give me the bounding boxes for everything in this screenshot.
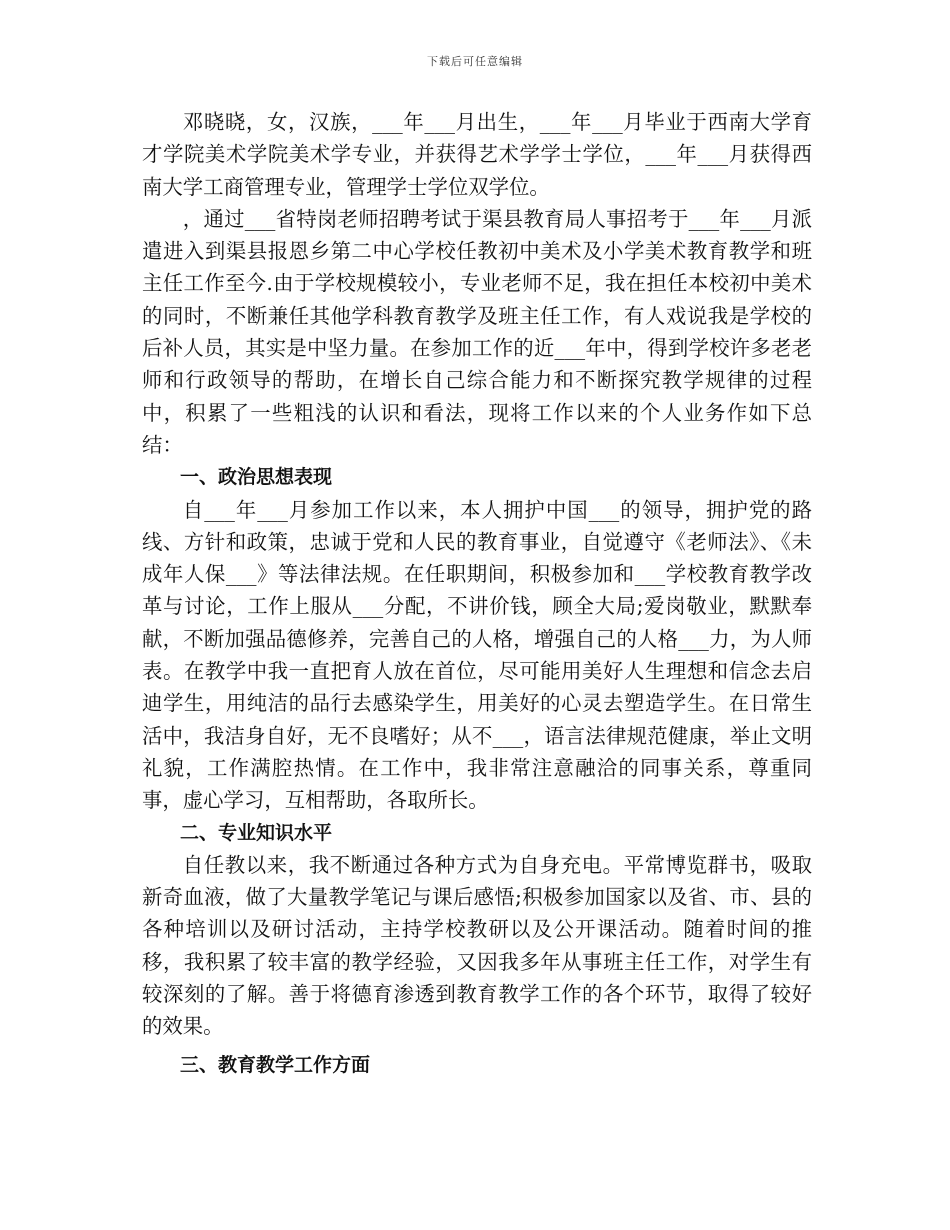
document-body [142, 106, 812, 1081]
section-body-political: 自___年___月参加工作以来，本人拥护中国___的领导，拥护党的路线、方针和政策，忠诚于党和人民的教育事业，自觉遵守《老师法》、《未成年人保___》等法律法规。在任职期间，积极参加和___学校教育教学改革与讨论，工作上服从___分配，不讲价钱，顾全大局;爱岗敬业，默默奉献，不断加强品德修养，完善自己的人格，增强自己的人格___力，为人师表。在教学中我一直把育人放在首位，尽可能用美好人生理想和信念去启迪学生，用纯洁的品行去感染学生，用美好的心灵去塑造学生。在日常生活中，我洁身自好，无不良嗜好；从不___，语言法律规范健康，举止文明礼貌，工作满腔热情。在工作中，我非常注意融洽的同事关系，尊重同事，虚心学习，互相帮助，各取所长。 [142, 497, 812, 813]
intro-paragraph-1: 邓晓晓，女，汉族，___年___月出生，___年___月毕业于西南大学育才学院美术学院美术学专业，并获得艺术学学士学位，___年___月获得西南大学工商管理专业，管理学士学位双学位。 [142, 110, 812, 199]
section-heading-professional: 二、专业知识水平 [180, 821, 333, 844]
page-header: 下载后可任意编辑 [427, 55, 523, 68]
section-heading-teaching: 三、教育教学工作方面 [180, 1053, 371, 1076]
section-heading-political: 一、政治思想表现 [180, 466, 333, 489]
section-body-professional: 自任教以来，我不断通过各种方式为自身充电。平常博览群书，吸取新奇血液，做了大量教学笔记与课后感悟;积极参加国家以及省、市、县的各种培训以及研讨活动，主持学校教研以及公开课活动。随着时间的推移，我积累了较丰富的教学经验，又因我多年从事班主任工作，对学生有较深刻的了解。善于将德育渗透到教育教学工作的各个环节，取得了较好的效果。 [142, 852, 812, 1039]
intro-paragraph-2: ，通过___省特岗老师招聘考试于渠县教育局人事招考于___年___月派遣进入到渠县报恩乡第二中心学校任教初中美术及小学美术教育教学和班主任工作至今.由于学校规模较小，专业老师不足，我在担任本校初中美术的同时，不断兼任其他学科教育教学及班主任工作，有人戏说我是学校的后补人员，其实是中坚力量。在参加工作的近___年中，得到学校许多老老师和行政领导的帮助，在增长自己综合能力和不断探究教学规律的过程中，积累了一些粗浅的认识和看法，现将工作以来的个人业务作如下总结： [142, 206, 812, 457]
